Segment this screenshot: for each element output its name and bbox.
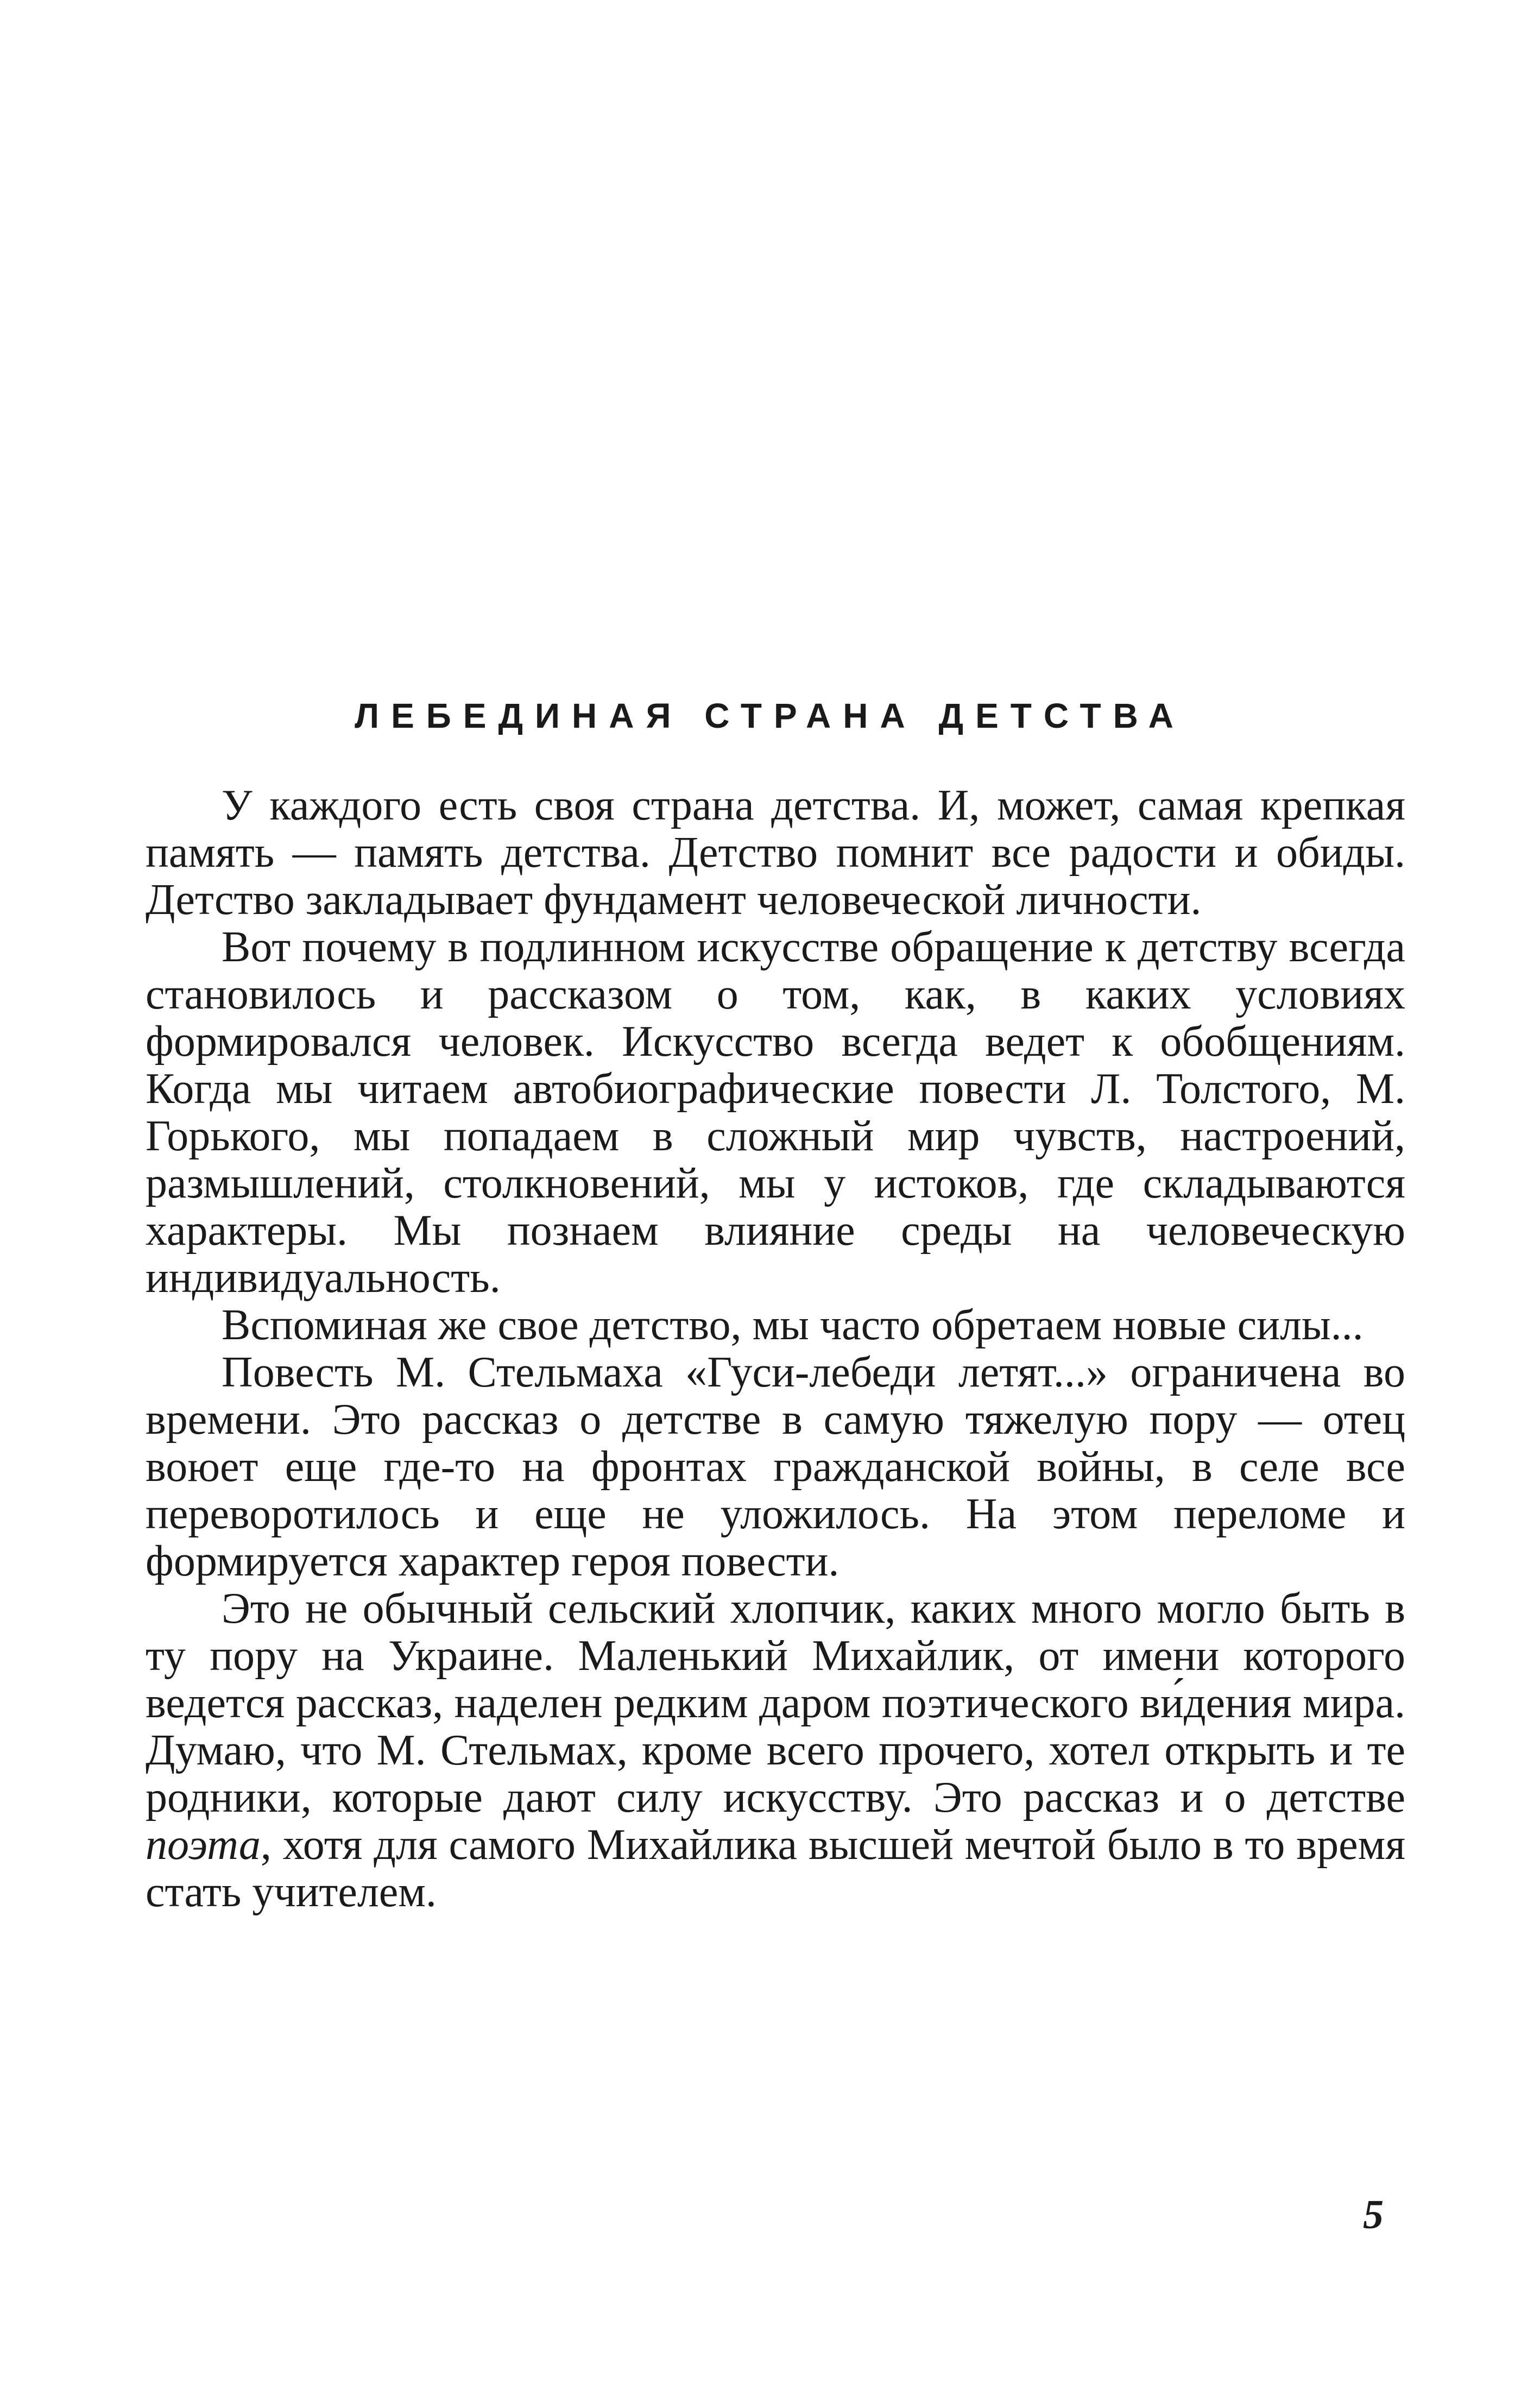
paragraph-5 bbox=[146, 1585, 1405, 1916]
paragraph-4: Повесть М. Стельмаха «Гуси-лебеди летят...» ограничена во времени. Это рассказ о детстве в самую тяжелую пору — отец воюет еще где-то на фронтах гражданской войны, в селе все переворотилось и еще не уложилось. На этом переломе и формируется характер героя повести. bbox=[146, 1348, 1405, 1585]
chapter-title: ЛЕБЕДИНАЯ СТРАНА ДЕТСТВА bbox=[355, 696, 1185, 735]
paragraph-5-emphasis: поэта bbox=[146, 1821, 261, 1869]
paragraph-1: У каждого есть своя страна детства. И, может, самая крепкая память — память детства. Детство помнит все радости и обиды. Детство закладывает фундамент человеческой личности. bbox=[146, 781, 1405, 924]
paragraph-5-text: Это не обычный сельский хлопчик, каких много могло быть в ту пору на Украине. Маленький Михайлик, от имени которого ведется рассказ, наделен редким даром поэтического ви́дения мира. Думаю, что М. Стельмах, кроме всего прочего, хотел открыть и те родники, которые дают силу искусству. Это рассказ и о детстве bbox=[146, 1585, 1405, 1821]
text-body bbox=[146, 782, 1405, 1916]
page-number: 5 bbox=[1363, 2192, 1384, 2237]
paragraph-3: Вспоминая же свое детство, мы часто обретаем новые силы... bbox=[222, 1301, 1364, 1349]
paragraph-5-text-end: , хотя для самого Михайлика высшей мечтой было в то время стать учителем. bbox=[146, 1821, 1405, 1916]
paragraph-2: Вот почему в подлинном искусстве обращение к детству всегда становилось и рассказом о том, как, в каких условиях формировался человек. Искусство всегда ведет к обобщениям. Когда мы читаем автобиографические повести Л. Толстого, М. Горького, мы попадаем в сложный мир чувств, настроений, размышлений, столкновений, мы у истоков, где складываются характеры. Мы познаем влияние среды на человеческую индивидуальность. bbox=[146, 923, 1405, 1302]
